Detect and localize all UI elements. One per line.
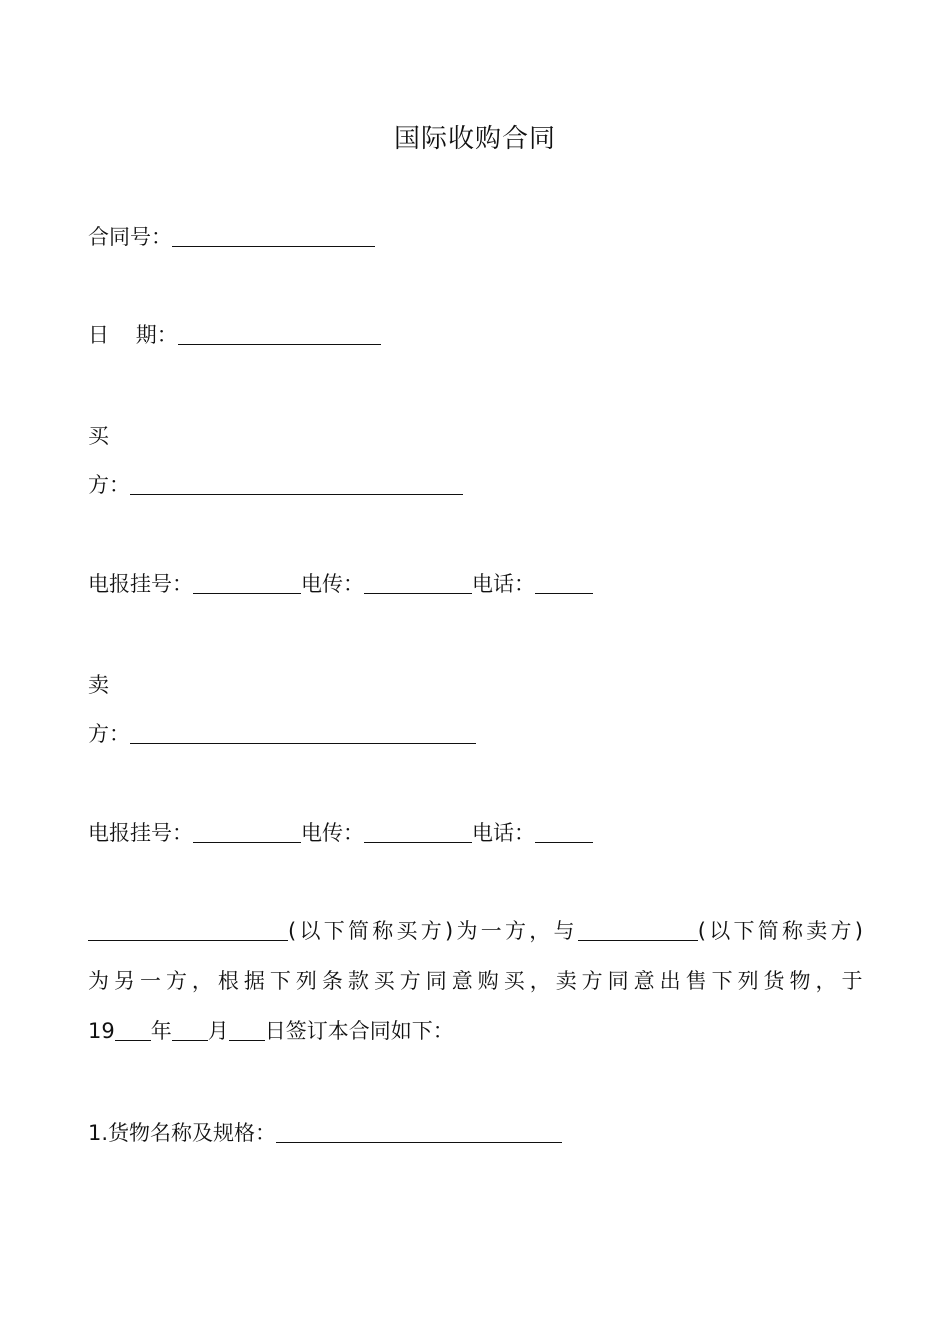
intro-paragraph — [88, 906, 863, 1056]
buyer-phone-field[interactable] — [535, 571, 593, 594]
clause-1-label: 1.货物名称及规格： — [88, 1121, 277, 1145]
buyer-contact-row — [88, 569, 593, 599]
day-field[interactable] — [229, 1018, 265, 1041]
date-row — [88, 320, 381, 350]
seller-telegram-label: 电报挂号： — [88, 821, 193, 845]
buyer-phone-label: 电话： — [472, 572, 535, 596]
seller-telegram-field[interactable] — [193, 820, 301, 843]
intro-line-3 — [88, 1006, 863, 1056]
intro-buyer-ref: (以下简称买方)为一方，与 — [288, 919, 578, 943]
buyer-row — [88, 470, 463, 500]
seller-party-field[interactable] — [578, 918, 698, 941]
contract-number-field[interactable] — [172, 224, 375, 247]
buyer-name-field[interactable] — [130, 472, 463, 495]
intro-line-1 — [88, 906, 863, 956]
seller-label-line1: 卖 — [88, 673, 109, 697]
day-suffix: 日签订本合同如下： — [264, 1019, 454, 1043]
goods-spec-field[interactable] — [276, 1120, 562, 1143]
month-field[interactable] — [172, 1018, 208, 1041]
intro-seller-ref: (以下简称卖方) — [697, 919, 863, 943]
year-label: 年 — [150, 1019, 172, 1043]
seller-name-field[interactable] — [130, 721, 476, 744]
date-label: 日 期： — [88, 323, 178, 347]
seller-label: 方： — [88, 722, 130, 746]
buyer-fax-label: 电传： — [301, 572, 364, 596]
clause-1-row — [88, 1118, 562, 1148]
buyer-label: 方： — [88, 473, 130, 497]
document-title: 国际收购合同 — [393, 124, 556, 154]
buyer-label-line1: 买 — [88, 424, 109, 448]
contract-number-row — [88, 222, 375, 252]
seller-phone-field[interactable] — [535, 820, 593, 843]
date-field[interactable] — [178, 322, 381, 345]
buyer-telegram-label: 电报挂号： — [88, 572, 193, 596]
seller-row — [88, 719, 476, 749]
year-field[interactable] — [115, 1018, 151, 1041]
seller-contact-row — [88, 818, 593, 848]
intro-line-2: 为另一方，根据下列条款买方同意购买，卖方同意出售下列货物，于 — [88, 969, 863, 993]
buyer-fax-field[interactable] — [364, 571, 472, 594]
seller-fax-label: 电传： — [301, 821, 364, 845]
seller-phone-label: 电话： — [472, 821, 535, 845]
seller-fax-field[interactable] — [364, 820, 472, 843]
year-prefix: 19 — [88, 1019, 115, 1043]
buyer-telegram-field[interactable] — [193, 571, 301, 594]
contract-number-label: 合同号： — [88, 225, 172, 249]
buyer-party-field[interactable] — [88, 918, 288, 941]
month-label: 月 — [207, 1019, 229, 1043]
